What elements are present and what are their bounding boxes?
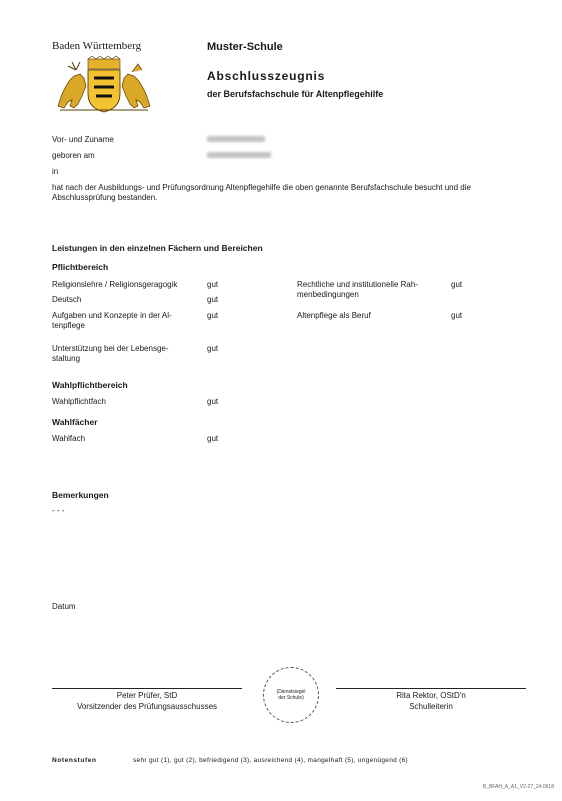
seal-text: (Dienstsiegel der Schule) — [276, 689, 306, 701]
performance-heading: Leistungen in den einzelnen Fächern und Bereichen — [52, 243, 263, 253]
grade-religion: gut — [207, 280, 219, 289]
grade-elective: gut — [207, 434, 219, 443]
completion-statement: hat nach der Ausbildungs- und Prüfungsordnung Altenpflegehilfe die oben genannte Berufsfachschule besucht und die Abschlussprüfung bestanden. — [52, 183, 471, 202]
grade-german: gut — [207, 295, 219, 304]
remarks-heading: Bemerkungen — [52, 490, 109, 500]
subject-legal-framework: Rechtliche und institutionelle Rah-menbedingungen — [297, 280, 418, 299]
form-code: B_BFAH_A_A1_V2-27_24.0618 — [482, 784, 554, 790]
subject-religion: Religionslehre / Religionsgeragogik — [52, 280, 178, 289]
examiner-role: Vorsitzender des Prüfungsausschusses — [76, 702, 218, 711]
remarks-text: - - - — [52, 506, 65, 515]
grade-tasks-concepts: gut — [207, 311, 219, 320]
name-label: Vor- und Zuname — [52, 135, 114, 144]
signature-line-left — [52, 688, 242, 689]
grade-life-support: gut — [207, 344, 219, 353]
birthdate-label: geboren am — [52, 151, 95, 160]
subject-elective: Wahlfach — [52, 434, 86, 443]
official-seal — [263, 667, 319, 723]
elective-mandatory-heading: Wahlpflichtbereich — [52, 380, 128, 390]
birthdate-value-redacted — [207, 152, 271, 158]
grade-elective-mandatory: gut — [207, 397, 219, 406]
document-title: Abschlusszeugnis — [207, 69, 326, 83]
date-label: Datum — [52, 602, 76, 611]
coat-of-arms — [52, 56, 156, 114]
grade-legal-framework: gut — [451, 280, 463, 289]
signature-line-right — [336, 688, 526, 689]
subject-life-support: Unterstützung bei der Lebensge-staltung — [52, 344, 169, 363]
document-subtitle: der Berufsfachschule für Altenpflegehilfe — [207, 89, 384, 99]
subject-elective-mandatory: Wahlpflichtfach — [52, 397, 106, 406]
name-value-redacted — [207, 136, 265, 142]
birthplace-label: in — [52, 167, 59, 176]
state-name: Baden Württemberg — [52, 40, 142, 52]
grading-scale: sehr gut (1), gut (2), befriedigend (3), ausreichend (4), mangelhaft (5), ungenügend (6) — [133, 757, 408, 764]
grade-geriatric-profession: gut — [451, 311, 463, 320]
school-name: Muster-Schule — [207, 41, 283, 53]
grading-label: Notenstufen — [52, 757, 97, 764]
electives-heading: Wahlfächer — [52, 417, 98, 427]
principal-name: Rita Rektor, OStD'n — [396, 691, 466, 700]
subject-geriatric-profession: Altenpflege als Beruf — [297, 311, 371, 320]
examiner-name: Peter Prüfer, StD — [116, 691, 178, 700]
subject-tasks-concepts: Aufgaben und Konzepte in der Al-tenpflege — [52, 311, 172, 330]
mandatory-heading: Pflichtbereich — [52, 262, 109, 272]
principal-role: Schulleiterin — [409, 702, 453, 711]
subject-german: Deutsch — [52, 295, 82, 304]
